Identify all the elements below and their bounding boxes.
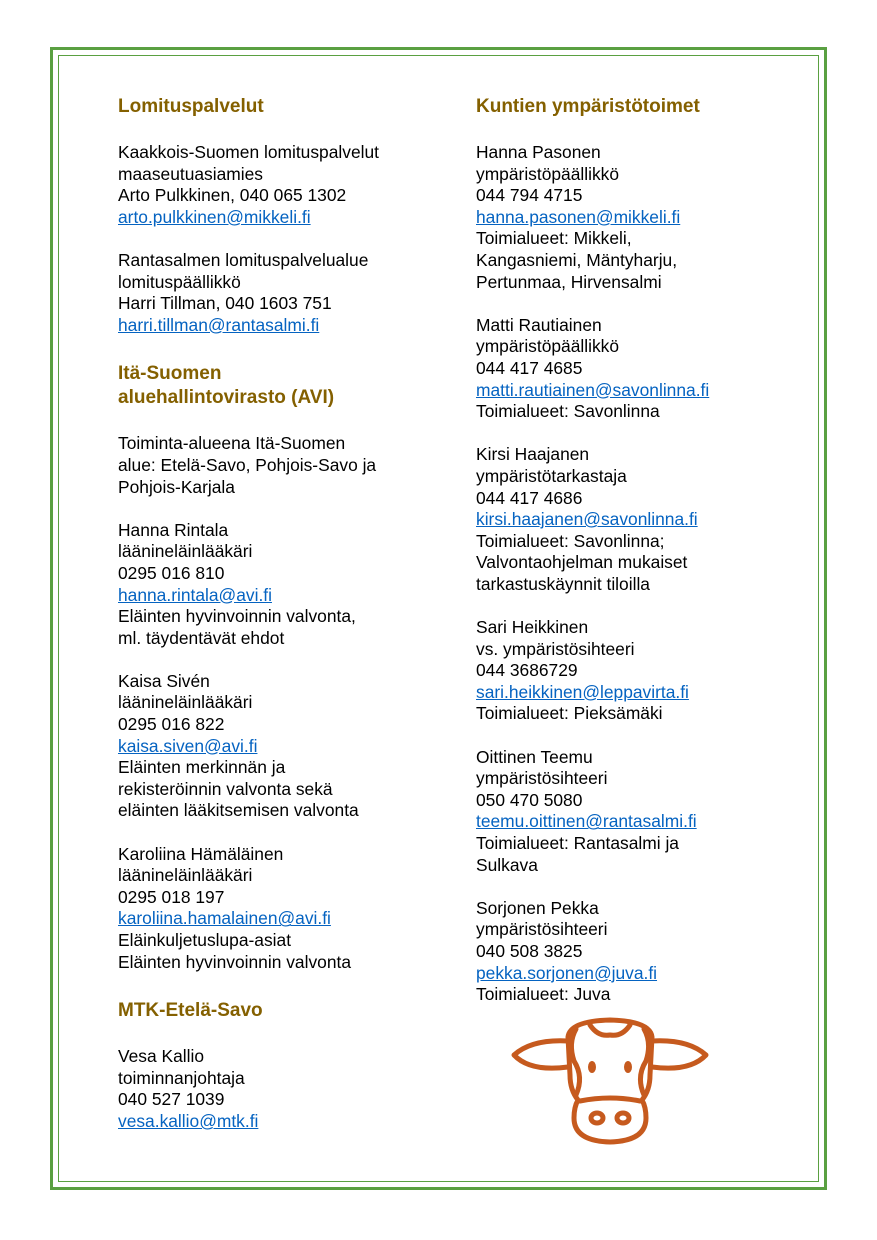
contact-line: 044 417 4686 [476, 487, 583, 508]
email-link[interactable]: hanna.pasonen@mikkeli.fi [476, 206, 681, 227]
contact-block [476, 617, 786, 725]
email-link[interactable]: arto.pulkkinen@mikkeli.fi [118, 206, 311, 227]
section-heading: Kuntien ympäristötoimet [476, 96, 700, 117]
email-link[interactable]: teemu.oittinen@rantasalmi.fi [476, 811, 697, 832]
right-column [476, 95, 786, 1032]
responsibility-line: tarkastuskäynnit tiloilla [476, 573, 650, 594]
responsibility-line: Eläinten hyvinvoinnin valvonta [118, 951, 351, 972]
email-link[interactable]: karoliina.hamalainen@avi.fi [118, 908, 331, 929]
contact-line: alue: Etelä-Savo, Pohjois-Savo ja [118, 454, 377, 475]
contact-line: Arto Pulkkinen, 040 065 1302 [118, 185, 347, 206]
responsibility-line: Eläinkuljetuslupa-asiat [118, 930, 292, 950]
contact-block [476, 444, 786, 595]
contact-line: läänineläinlääkäri [118, 692, 253, 713]
contact-block [476, 315, 786, 423]
contact-line: Kirsi Haajanen [476, 444, 590, 465]
left-column [118, 95, 448, 1159]
contact-block [476, 898, 786, 1006]
contact-line: lomituspäällikkö [118, 271, 241, 292]
contact-block [118, 520, 448, 650]
contact-block [118, 671, 448, 822]
responsibility-line: rekisteröinnin valvonta sekä [118, 778, 333, 799]
contact-line: 040 527 1039 [118, 1089, 225, 1110]
contact-line: Hanna Pasonen [476, 142, 601, 162]
contact-line: 050 470 5080 [476, 789, 583, 810]
contact-line: Sorjonen Pekka [476, 897, 599, 918]
contact-line: 0295 018 197 [118, 886, 225, 907]
contact-line: vs. ympäristösihteeri [476, 638, 635, 659]
responsibility-line: Eläinten merkinnän ja [118, 757, 286, 778]
email-link[interactable]: pekka.sorjonen@juva.fi [476, 962, 658, 983]
contact-line: Matti Rautiainen [476, 314, 602, 335]
contact-line: Hanna Rintala [118, 519, 229, 540]
contact-line: Sari Heikkinen [476, 617, 589, 638]
contact-line: ympäristösihteeri [476, 919, 608, 940]
contact-line: ympäristöpäällikkö [476, 336, 620, 357]
section [118, 999, 448, 1132]
contact-line: Rantasalmen lomituspalvelualue [118, 249, 369, 270]
contact-block [118, 1046, 448, 1132]
section-heading: Itä-Suomen aluehallintovirasto (AVI) [118, 363, 335, 409]
email-link[interactable]: hanna.rintala@avi.fi [118, 584, 272, 605]
responsibility-line: Toimialueet: Pieksämäki [476, 703, 663, 724]
responsibility-line: Toimialueet: Juva [476, 984, 611, 1005]
email-link[interactable]: matti.rautiainen@savonlinna.fi [476, 379, 710, 400]
contact-line: Kaakkois-Suomen lomituspalvelut [118, 142, 379, 162]
contact-line: toiminnanjohtaja [118, 1067, 245, 1088]
contact-line: läänineläinlääkäri [118, 541, 253, 562]
responsibility-line: Toimialueet: Savonlinna [476, 401, 660, 422]
contact-line: Pohjois-Karjala [118, 476, 235, 497]
email-link[interactable]: vesa.kallio@mtk.fi [118, 1110, 259, 1131]
contact-line: 040 508 3825 [476, 940, 583, 961]
section [476, 95, 786, 1006]
contact-block [476, 747, 786, 877]
contact-line: läänineläinlääkäri [118, 865, 253, 886]
email-link[interactable]: kirsi.haajanen@savonlinna.fi [476, 509, 698, 530]
contact-line: 0295 016 810 [118, 562, 225, 583]
contact-block [476, 142, 786, 293]
contact-line: ympäristötarkastaja [476, 465, 627, 486]
responsibility-line: Toimialueet: Mikkeli, [476, 228, 632, 249]
contact-line: Karoliina Hämäläinen [118, 843, 284, 864]
responsibility-line: Toimialueet: Savonlinna; [476, 530, 665, 551]
responsibility-line: Eläinten hyvinvoinnin valvonta, [118, 606, 356, 627]
contact-line: 044 417 4685 [476, 357, 583, 378]
contact-line: 0295 016 822 [118, 714, 225, 735]
cow-head-icon [510, 1015, 710, 1147]
responsibility-line: Toimialueet: Rantasalmi ja [476, 833, 679, 853]
responsibility-line: Valvontaohjelman mukaiset [476, 552, 688, 573]
responsibility-line: Pertunmaa, Hirvensalmi [476, 271, 662, 292]
section-heading: MTK-Etelä-Savo [118, 1000, 263, 1022]
contact-block [118, 844, 448, 974]
contact-line: Kaisa Sivén [118, 670, 210, 691]
contact-line: maaseutuasiamies [118, 163, 263, 184]
section-heading: Lomituspalvelut [118, 96, 264, 117]
contact-block [118, 250, 448, 336]
contact-line: Harri Tillman, 040 1603 751 [118, 293, 332, 314]
responsibility-line: Kangasniemi, Mäntyharju, [476, 249, 678, 270]
section [118, 95, 448, 336]
contact-line: Vesa Kallio [118, 1046, 205, 1067]
responsibility-line: ml. täydentävät ehdot [118, 627, 285, 648]
contact-line: 044 3686729 [476, 660, 578, 681]
contact-line: Oittinen Teemu [476, 746, 593, 767]
responsibility-line: Sulkava [476, 854, 538, 875]
email-link[interactable]: sari.heikkinen@leppavirta.fi [476, 681, 689, 702]
contact-block [118, 142, 448, 228]
contact-line: ympäristöpäällikkö [476, 163, 620, 184]
email-link[interactable]: harri.tillman@rantasalmi.fi [118, 314, 320, 335]
contact-line: Toiminta-alueena Itä-Suomen [118, 433, 346, 454]
section [118, 362, 448, 973]
contact-line: 044 794 4715 [476, 185, 583, 206]
contact-line: ympäristösihteeri [476, 768, 608, 789]
contact-block [118, 433, 448, 498]
responsibility-line: eläinten lääkitsemisen valvonta [118, 800, 359, 821]
email-link[interactable]: kaisa.siven@avi.fi [118, 735, 258, 756]
